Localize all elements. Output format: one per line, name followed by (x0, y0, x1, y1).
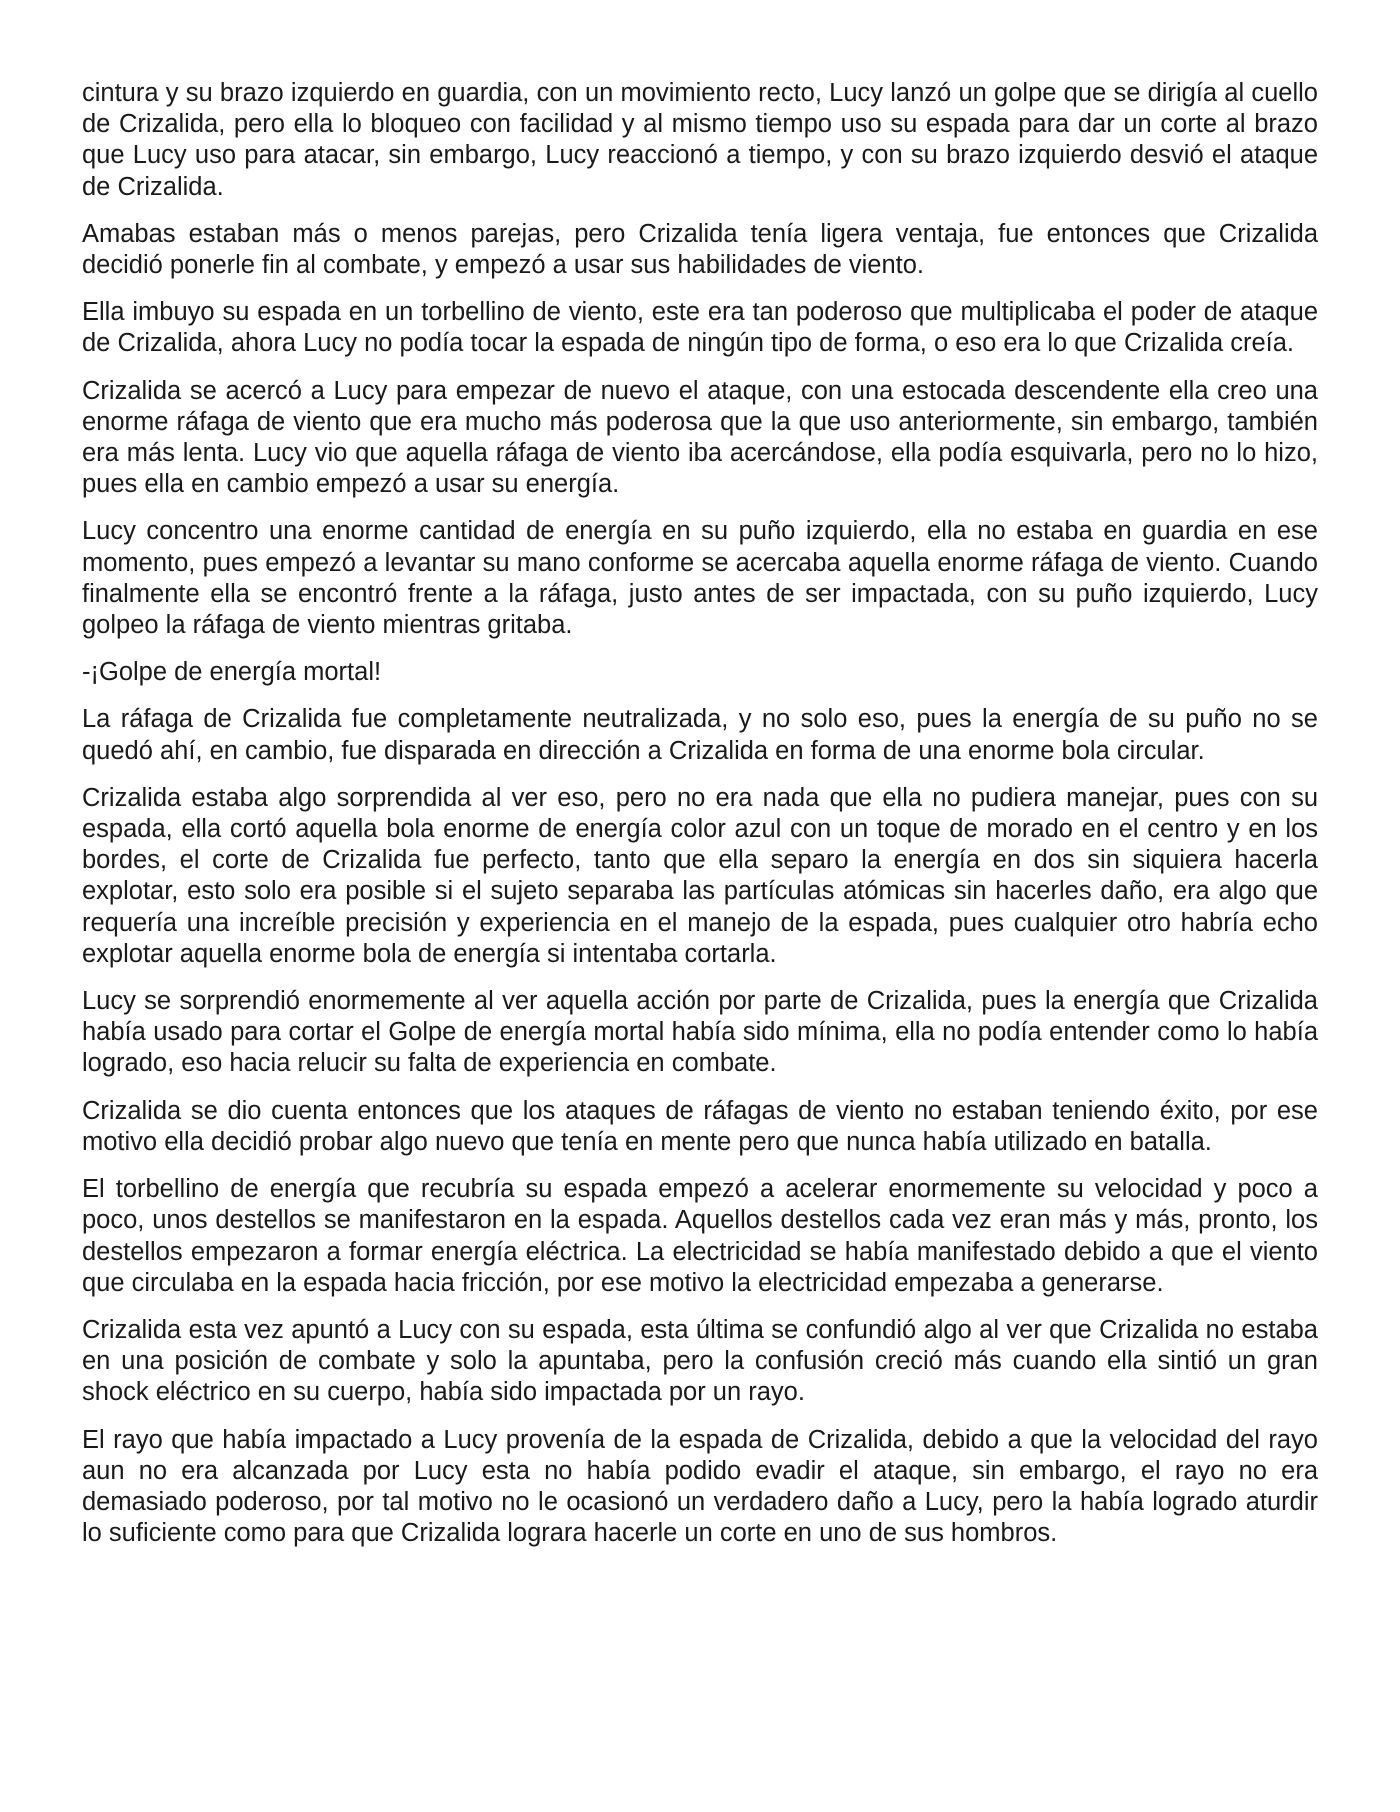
paragraph-4: Crizalida se acercó a Lucy para empezar de nuevo el ataque, con una estocada descendente ella creo una enorme ráfaga de viento que era mucho más poderosa que la que uso anteriormente, sin embargo, también era más lenta. Lucy vio que aquella ráfaga de viento iba acercándose, ella podía esquivarla, pero no lo hizo, pues ella en cambio empezó a usar su energía. (82, 376, 1318, 499)
paragraph-2: Amabas estaban más o menos parejas, pero Crizalida tenía ligera ventaja, fue entonces que Crizalida decidió ponerle fin al combate, y empezó a usar sus habilidades de viento. (82, 219, 1318, 280)
paragraph-10: Crizalida se dio cuenta entonces que los ataques de ráfagas de viento no estaban teniendo éxito, por ese motivo ella decidió probar algo nuevo que tenía en mente pero que nunca había utilizado en batalla. (82, 1096, 1318, 1156)
paragraph-8: Crizalida estaba algo sorprendida al ver eso, pero no era nada que ella no pudiera manejar, pues con su espada, ella cortó aquella bola enorme de energía color azul con un toque de morado en el centro y en los bordes, el corte de Crizalida fue perfecto, tanto que ella separo la energía en dos sin siquiera hacerla explotar, esto solo era posible si el sujeto separaba las partículas atómicas sin hacerles daño, era algo que requería una increíble precisión y experiencia en el manejo de la espada, pues cualquier otro habría echo explotar aquella enorme bola de energía si intentaba cortarla. (82, 783, 1318, 968)
dialogue-line: -¡Golpe de energía mortal! (82, 658, 382, 687)
paragraph-3: Ella imbuyo su espada en un torbellino de viento, este era tan poderoso que multiplicaba el poder de ataque de Crizalida, ahora Lucy no podía tocar la espada de ningún tipo de forma, o eso era lo que Crizalida creía. (82, 298, 1318, 358)
paragraph-9: Lucy se sorprendió enormemente al ver aquella acción por parte de Crizalida, pues la energía que Crizalida había usado para cortar el Golpe de energía mortal había sido mínima, ella no podía entender como lo había logrado, eso hacia relucir su falta de experiencia en combate. (82, 987, 1318, 1078)
paragraph-11: El torbellino de energía que recubría su espada empezó a acelerar enormemente su velocidad y poco a poco, unos destellos se manifestaron en la espada. Aquellos destellos cada vez eran más y más, pronto, los destellos empezaron a formar energía eléctrica. La electricidad se había manifestado debido a que el viento que circulaba en la espada hacia fricción, por ese motivo la electricidad empezaba a generarse. (82, 1175, 1318, 1297)
paragraph-1: cintura y su brazo izquierdo en guardia, con un movimiento recto, Lucy lanzó un golpe que se dirigía al cuello de Crizalida, pero ella lo bloqueo con facilidad y al mismo tiempo uso su espada para dar un corte al brazo que Lucy uso para atacar, sin embargo, Lucy reaccionó a tiempo, y con su brazo izquierdo desvió el ataque de Crizalida. (82, 79, 1318, 201)
paragraph-5: Lucy concentro una enorme cantidad de energía en su puño izquierdo, ella no estaba en guardia en ese momento, pues empezó a levantar su mano conforme se acercaba aquella enorme ráfaga de viento. Cuando finalmente ella se encontró frente a la ráfaga, justo antes de ser impactada, con su puño izquierdo, Lucy golpeo la ráfaga de viento mientras gritaba. (82, 517, 1318, 640)
paragraph-12: Crizalida esta vez apuntó a Lucy con su espada, esta última se confundió algo al ver que Crizalida no estaba en una posición de combate y solo la apuntaba, pero la confusión creció más cuando ella sintió un gran shock eléctrico en su cuerpo, había sido impactada por un rayo. (82, 1315, 1318, 1407)
paragraph-7: La ráfaga de Crizalida fue completamente neutralizada, y no solo eso, pues la energía de su puño no se quedó ahí, en cambio, fue disparada en dirección a Crizalida en forma de una enorme bola circular. (82, 705, 1318, 765)
paragraph-13: El rayo que había impactado a Lucy provenía de la espada de Crizalida, debido a que la velocidad del rayo aun no era alcanzada por Lucy esta no había podido evadir el ataque, sin embargo, el rayo no era demasiado poderoso, por tal motivo no le ocasionó un verdadero daño a Lucy, pero la había logrado aturdir lo suficiente como para que Crizalida lograra hacerle un corte en uno de sus hombros. (82, 1425, 1318, 1548)
document-page (82, 78, 1318, 1565)
